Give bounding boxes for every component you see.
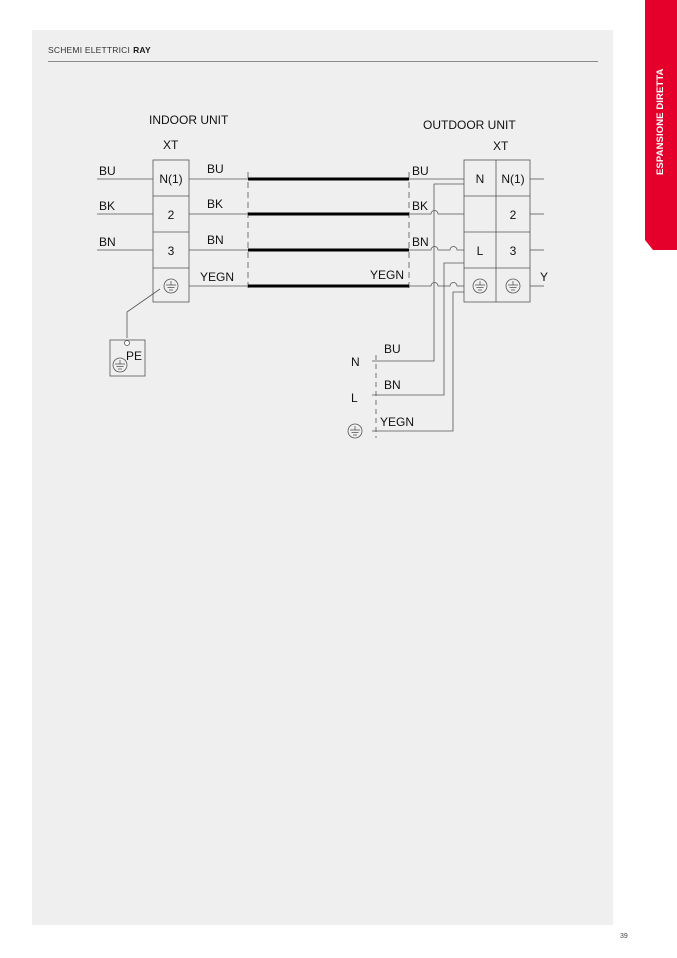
ground-icon — [348, 424, 362, 438]
wire-label: BN — [99, 235, 116, 249]
supply-wire-label: BN — [384, 378, 401, 392]
wire-label: BU — [412, 164, 429, 178]
section-title: SCHEMI ELETTRICI — [48, 45, 131, 55]
wire-label: BN — [207, 233, 224, 247]
supply-line-label: L — [351, 391, 358, 405]
outdoor-terminal-label: N — [475, 172, 485, 186]
supply-wire-label: BU — [384, 342, 401, 356]
wire-label: BU — [207, 162, 224, 176]
wire-label: YEGN — [200, 270, 235, 284]
wire-label: YEGN — [369, 268, 404, 282]
wire-label: BK — [99, 199, 116, 213]
indoor-terminal-label: 3 — [167, 244, 175, 258]
ground-icon — [164, 279, 178, 293]
supply-line-label: N — [351, 355, 360, 369]
outdoor-ground-label: Y — [540, 270, 549, 284]
outdoor-terminal-label: 2 — [509, 208, 517, 222]
supply-wire-label: YEGN — [380, 415, 415, 429]
outdoor-xt-label: XT — [493, 139, 509, 153]
indoor-terminal-label: N(1) — [159, 172, 183, 186]
indoor-terminal-label: 2 — [167, 208, 175, 222]
ground-icon — [506, 279, 520, 293]
outdoor-terminal-label: L — [476, 244, 484, 258]
pe-label: PE — [126, 349, 143, 363]
product-title: RAY — [133, 45, 151, 55]
wire-label: BK — [412, 199, 429, 213]
ground-icon — [113, 358, 127, 372]
indoor-xt-label: XT — [163, 138, 179, 152]
page-number: 39 — [620, 933, 628, 940]
wire-label: BN — [412, 235, 429, 249]
outdoor-unit-title: OUTDOOR UNIT — [423, 118, 516, 132]
wire-label: BK — [207, 197, 224, 211]
indoor-unit-title: INDOOR UNIT — [149, 113, 229, 127]
outdoor-terminal-label: N(1) — [501, 172, 525, 186]
outdoor-terminal-label: 3 — [509, 244, 517, 258]
wire-label: BU — [99, 164, 116, 178]
side-tab-label: ESPANSIONE DIRETTA — [655, 68, 666, 175]
ground-icon — [473, 279, 487, 293]
